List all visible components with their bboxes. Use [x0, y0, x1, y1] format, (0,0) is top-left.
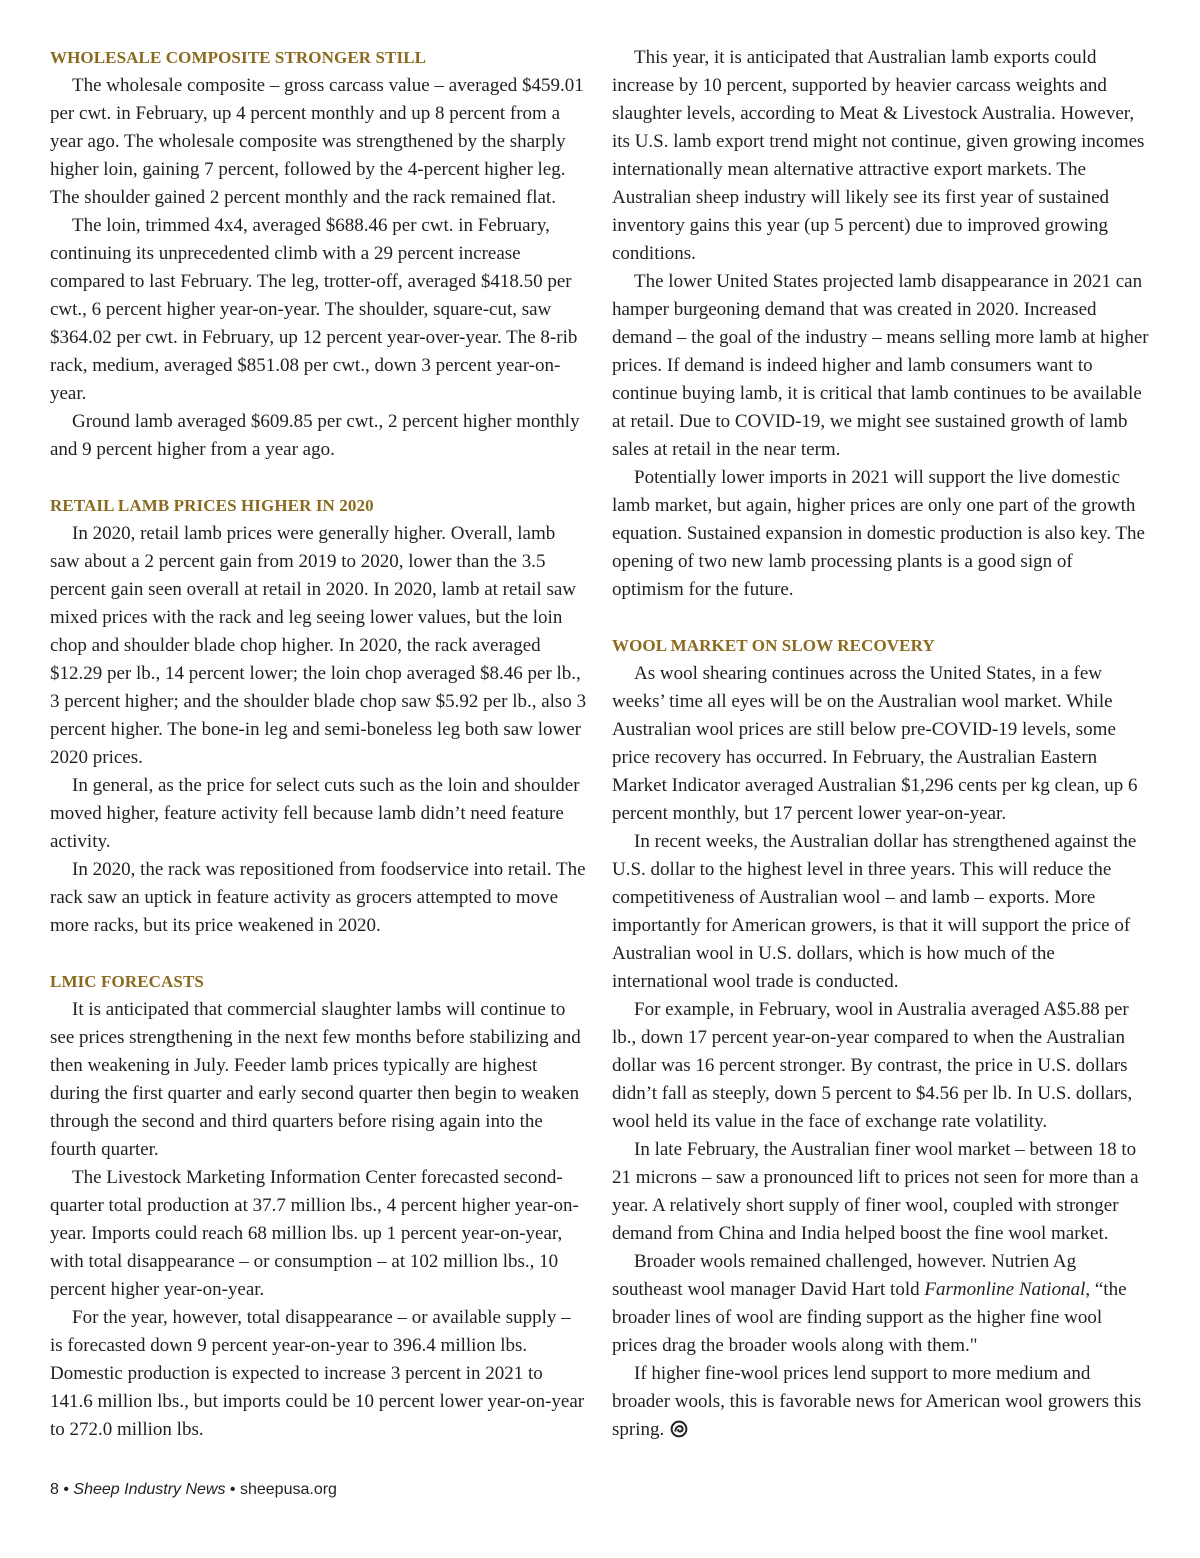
page-number: 8 — [50, 1481, 59, 1498]
section-heading: WHOLESALE COMPOSITE STRONGER STILL — [50, 48, 427, 67]
left-column — [50, 44, 587, 1444]
page-footer — [50, 1478, 337, 1502]
paragraph: In 2020, the rack was repositioned from foodservice into retail. The rack saw an uptick in feature activity as grocers attempted to move more racks, but its price weakened in 2020. — [50, 859, 586, 936]
paragraph: In general, as the price for select cuts such as the loin and shoulder moved higher, feature activity fell because lamb didn’t need feature activity. — [50, 775, 580, 852]
section-heading: RETAIL LAMB PRICES HIGHER IN 2020 — [50, 496, 374, 515]
text-run: , “the broader lines of wool are finding support as the higher fine wool prices drag the broader wools along with them." — [612, 1279, 1127, 1356]
separator: • — [225, 1481, 240, 1498]
paragraph: The lower United States projected lamb disappearance in 2021 can hamper burgeoning demand that was created in 2020. Increased demand – the goal of the industry – means selling more lamb at higher prices. If demand is indeed higher and lamb consumers want to continue buying lamb, it is critical that lamb continues to be available at retail. Due to COVID-19, we might see sustained growth of lamb sales at retail in the near term. — [612, 271, 1149, 460]
paragraph: In 2020, retail lamb prices were generally higher. Overall, lamb saw about a 2 percent gain from 2019 to 2020, lower than the 3.5 percent gain seen overall at retail in 2020. In 2020, lamb at retail saw mixed prices with the rack and leg seeing lower values, but the loin chop and shoulder blade chop higher. In 2020, the rack averaged $12.29 per lb., 14 percent lower; the loin chop averaged $8.46 per lb., 3 percent higher; and the shoulder blade chop saw $5.92 per lb., also 3 percent higher. The bone-in leg and semi-boneless leg both saw lower 2020 prices. — [50, 523, 587, 768]
paragraph: For the year, however, total disappearance – or available supply – is forecasted down 9 percent year-on-year to 396.4 million lbs. Domestic production is expected to increase 3 percent in 2021 to 141.6 million lbs., but imports could be 10 percent lower year-on-year to 272.0 million lbs. — [50, 1307, 585, 1440]
paragraph: Potentially lower imports in 2021 will support the live domestic lamb market, but again, higher prices are only one part of the growth equation. Sustained expansion in domestic production is also key. The opening of two new lamb processing plants is a good sign of optimism for the future. — [612, 467, 1145, 600]
separator: • — [58, 1481, 74, 1498]
paragraph — [612, 1248, 1149, 1360]
paragraph: Ground lamb averaged $609.85 per cwt., 2 percent higher monthly and 9 percent higher from a year ago. — [50, 411, 580, 460]
paragraph: As wool shearing continues across the United States, in a few weeks’ time all eyes will be on the Australian wool market. While Australian wool prices are still below pre-COVID-19 levels, some price recovery has occurred. In February, the Australian Eastern Market Indicator averaged Australian $1,296 cents per kg clean, up 6 percent monthly, but 17 percent lower year-on-year. — [612, 663, 1138, 824]
publication-name: Farmonline National — [924, 1279, 1086, 1300]
paragraph: In recent weeks, the Australian dollar has strengthened against the U.S. dollar to the highest level in three years. This will reduce the competitiveness of Australian wool – and lamb – exports. More importantly for American growers, is that it will support the price of Australian wool in U.S. dollars, which is how much of the international wool trade is conducted. — [612, 831, 1137, 992]
website: sheepusa.org — [239, 1481, 337, 1498]
right-column — [612, 44, 1149, 1444]
text-run: Broader wools remained challenged, however. Nutrien Ag southeast wool manager David Hart told — [612, 1251, 1077, 1300]
section-heading: LMIC FORECASTS — [50, 972, 204, 991]
paragraph: In late February, the Australian finer wool market – between 18 to 21 microns – saw a pronounced lift to prices not seen for more than a year. A relatively short supply of finer wool, coupled with stronger demand from China and India helped boost the fine wool market. — [612, 1139, 1139, 1244]
publication-title: Sheep Industry News — [73, 1481, 226, 1498]
paragraph: For example, in February, wool in Australia averaged A$5.88 per lb., down 17 percent year-on-year compared to when the Australian dollar was 16 percent stronger. By contrast, the price in U.S. dollars didn’t fall as steeply, down 5 percent to $4.56 per lb. In U.S. dollars, wool held its value in the face of exchange rate volatility. — [612, 999, 1133, 1132]
text-run: If higher fine-wool prices lend support to more medium and broader wools, this is favorable news for American wool growers this spring. — [612, 1363, 1142, 1440]
end-of-article-icon — [670, 1420, 688, 1438]
paragraph — [612, 1360, 1149, 1444]
paragraph: This year, it is anticipated that Australian lamb exports could increase by 10 percent, supported by heavier carcass weights and slaughter levels, according to Meat & Livestock Australia. However, its U.S. lamb export trend might not continue, given growing incomes internationally mean alternative attractive export markets. The Australian sheep industry will likely see its first year of sustained inventory gains this year (up 5 percent) due to improved growing conditions. — [612, 47, 1145, 264]
section-heading: WOOL MARKET ON SLOW RECOVERY — [612, 636, 935, 655]
paragraph: It is anticipated that commercial slaughter lambs will continue to see prices strengthening in the next few months before stabilizing and then weakening in July. Feeder lamb prices typically are highest during the first quarter and early second quarter then begin to weaken through the second and third quarters before rising again into the fourth quarter. — [50, 999, 581, 1160]
paragraph: The Livestock Marketing Information Center forecasted second-quarter total production at 37.7 million lbs., 4 percent higher year-on-year. Imports could reach 68 million lbs. up 1 percent year-on-year, with total disappearance – or consumption – at 102 million lbs., 10 percent higher year-on-year. — [50, 1167, 579, 1300]
paragraph: The wholesale composite – gross carcass value – averaged $459.01 per cwt. in February, up 4 percent monthly and up 8 percent from a year ago. The wholesale composite was strengthened by the sharply higher loin, gaining 7 percent, followed by the 4-percent higher leg. The shoulder gained 2 percent monthly and the rack remained flat. — [50, 75, 584, 208]
paragraph: The loin, trimmed 4x4, averaged $688.46 per cwt. in February, continuing its unprecedented climb with a 29 percent increase compared to last February. The leg, trotter-off, averaged $418.50 per cwt., 6 percent higher year-on-year. The shoulder, square-cut, saw $364.02 per cwt. in February, up 12 percent year-over-year. The 8-rib rack, medium, averaged $851.08 per cwt., down 3 percent year-on-year. — [50, 215, 578, 404]
